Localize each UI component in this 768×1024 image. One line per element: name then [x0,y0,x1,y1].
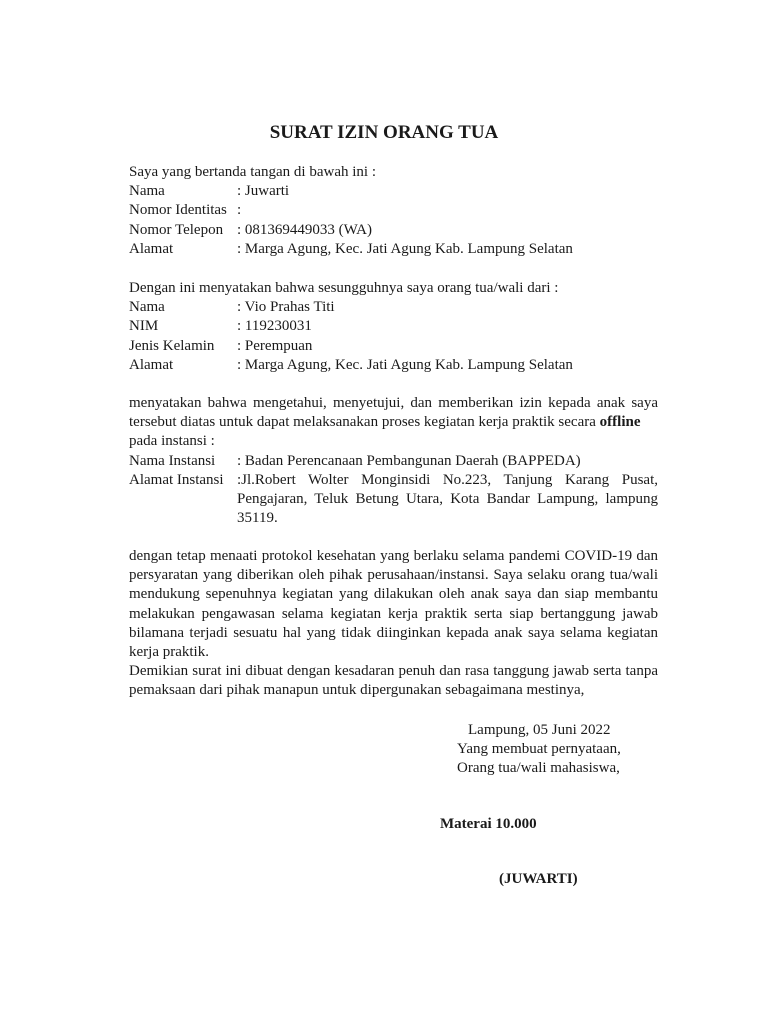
covid-paragraph: dengan tetap menaati protokol kesehatan yang berlaku selama pandemi COVID-19 dan persyaratan yang diberikan oleh pihak perusahaan/instansi. Saya selaku orang tua/wali mendukung sepenuhnya kegiatan yang dilakukan oleh anak saya dan siap membantu melakukan pengawasan selama kegiatan kerja praktik serta siap bertanggung jawab bilamana terjadi sesuatu hal yang tidak diinginkan kepada anak saya selama kegiatan kerja praktik. [129,548,658,661]
field-label: Nama Instansi [129,452,216,469]
field-label: Nomor Identitas [129,202,227,219]
child-field-row [129,337,658,356]
field-label: Alamat [129,356,174,373]
field-value: : Perempuan [237,337,313,354]
child-field-row [129,298,658,317]
field-label: Nama [129,299,165,316]
parent-field-row [129,201,658,220]
parent-field-row [129,182,658,201]
consent-line2: pada instansi : [129,433,215,450]
signature-block [457,721,657,779]
stamp-duty-label: Materai 10.000 [440,816,537,832]
parent-field-row [129,221,658,240]
field-value: : Marga Agung, Kec. Jati Agung Kab. Lampung Selatan [237,356,573,373]
field-value: : 081369449033 (WA) [237,221,372,238]
consent-paragraph [129,394,658,432]
closing-paragraph: Demikian surat ini dibuat dengan kesadaran penuh dan rasa tanggung jawab serta tanpa pemaksaan dari pihak manapun untuk dipergunakan sebagaimana mestinya, [129,663,658,699]
child-intro: Dengan ini menyatakan bahwa sesungguhnya saya orang tua/wali dari : [129,280,559,296]
field-label: Alamat Instansi [129,471,224,488]
field-value: : Marga Agung, Kec. Jati Agung Kab. Lampung Selatan [237,240,573,257]
body-section [129,547,658,701]
field-value: : Vio Prahas Titi [237,299,335,316]
parent-section [129,163,658,259]
field-label: Nomor Telepon [129,221,224,238]
signature-maker: Yang membuat pernyataan, [457,741,621,758]
field-label: Nama [129,183,165,200]
institution-field-row [129,452,658,471]
offline-emphasis: offline [599,414,641,431]
consent-section [129,394,658,528]
consent-text: menyatakan bahwa mengetahui, menyetujui, dan memberikan izin kepada anak saya tersebut diatas untuk dapat melaksanakan proses kegiatan kerja praktik secara [129,395,658,431]
parent-intro: Saya yang bertanda tangan di bawah ini : [129,164,377,180]
field-value: : [237,202,242,219]
field-label: Alamat [129,240,174,257]
parent-field-row [129,240,658,259]
field-value: : Badan Perencanaan Pembangunan Daerah (BAPPEDA) [237,452,581,469]
signatory-name: (JUWARTI) [499,871,578,887]
field-label: NIM [129,318,159,335]
place-date: Lampung, 05 Juni 2022 [468,722,611,738]
field-label: Jenis Kelamin [129,337,215,354]
field-value: : 119230031 [237,318,312,335]
signature-role: Orang tua/wali mahasiswa, [457,760,620,777]
field-value: : Juwarti [237,183,290,200]
child-section [129,279,658,375]
institution-field-row [129,471,658,529]
letter-title: SURAT IZIN ORANG TUA [269,122,499,143]
child-field-row [129,317,658,336]
child-field-row [129,356,658,375]
field-value: :Jl.Robert Wolter Monginsidi No.223, Tanjung Karang Pusat, Pengajaran, Teluk Betung Utara, Kota Bandar Lampung, lampung 35119. [237,471,658,527]
